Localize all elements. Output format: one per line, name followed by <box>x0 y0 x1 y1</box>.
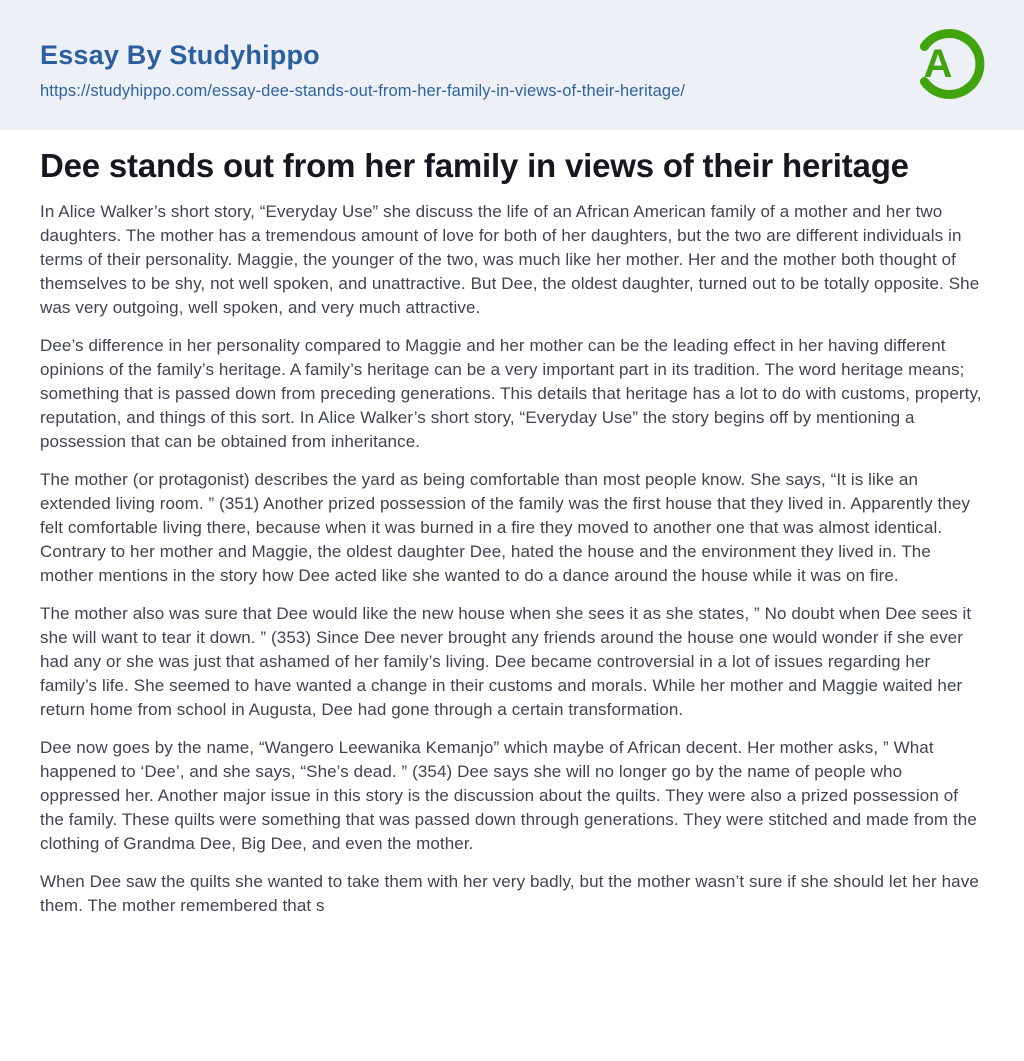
essay-content <box>0 130 1024 918</box>
essay-url-link[interactable]: https://studyhippo.com/essay-dee-stands-out-from-her-family-in-views-of-their-heritage/ <box>40 82 686 100</box>
essay-paragraph: The mother (or protagonist) describes the yard as being comfortable than most people know. She says, “It is like an extended living room. ” (351) Another prized possession of the family was the first house that they lived in. Apparently they felt comfortable living there, because when it was burned in a fire they moved to another one that was almost identical. Contrary to her mother and Maggie, the oldest daughter Dee, hated the house and the environment they lived in. The mother mentions in the story how Dee acted like she wanted to do a dance around the house while it was on fire. <box>40 470 971 585</box>
page-header <box>0 0 1024 130</box>
essay-paragraph: The mother also was sure that Dee would like the new house when she sees it as she states, ” No doubt when Dee sees it she will want to tear it down. ” (353) Since Dee never brought any friends around the house one would wonder if she ever had any or she was just that ashamed of her family’s living. Dee became controversial in a lot of issues regarding her family’s life. She seemed to have wanted a change in their customs and morals. While her mother and Maggie waited her return home from school in Augusta, Dee had gone through a certain transformation. <box>40 604 972 719</box>
logo-letter: A <box>923 42 953 86</box>
site-title: Essay By Studyhippo <box>40 40 320 70</box>
open-circle-a-icon <box>910 24 988 104</box>
essay-body <box>40 200 985 918</box>
studyhippo-logo <box>910 24 988 104</box>
essay-paragraph: In Alice Walker’s short story, “Everyday Use” she discuss the life of an African American family of a mother and her two daughters. The mother has a tremendous amount of love for both of her daughters, but the two are different individuals in terms of their personality. Maggie, the younger of the two, was much like her mother. Her and the mother both thought of themselves to be shy, not well spoken, and unattractive. But Dee, the oldest daughter, turned out to be totally opposite. She was very outgoing, well spoken, and very much attractive. <box>40 202 980 317</box>
essay-paragraph: When Dee saw the quilts she wanted to take them with her very badly, but the mother wasn’t sure if she should let her have them. The mother remembered that s <box>40 872 979 915</box>
essay-paragraph: Dee now goes by the name, “Wangero Leewanika Kemanjo” which maybe of African decent. Her mother asks, ” What happened to ‘Dee’, and she says, “She’s dead. ” (354) Dee says she will no longer go by the name of people who oppressed her. Another major issue in this story is the discussion about the quilts. They were also a prized possession of the family. These quilts were something that was passed down through generations. They were stitched and made from the clothing of Grandma Dee, Big Dee, and even the mother. <box>40 738 977 853</box>
essay-title: Dee stands out from her family in views of their heritage <box>40 147 909 184</box>
essay-paragraph: Dee’s difference in her personality compared to Maggie and her mother can be the leading effect in her having different opinions of the family’s heritage. A family’s heritage can be a very important part in its tradition. The word heritage means; something that is passed down from preceding generations. This details that heritage has a lot to do with customs, property, reputation, and things of this sort. In Alice Walker’s short story, “Everyday Use” the story begins off by mentioning a possession that can be obtained from inheritance. <box>40 336 982 451</box>
